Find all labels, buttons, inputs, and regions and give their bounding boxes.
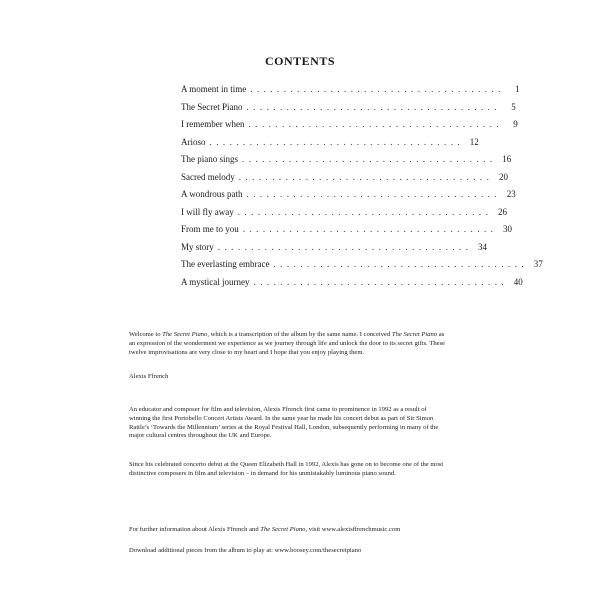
intro-text: , which is a transcription of the album by the same name. I conceived [207, 331, 392, 338]
album-title: The Secret Piano [260, 526, 306, 533]
toc-entry-page: 9 [513, 119, 518, 129]
signature: Alexis Ffrench [129, 373, 169, 380]
toc-entry [181, 136, 479, 155]
toc-leader-dots: . . . . . . . . . . . . . . . . . . . . . . . . . . . . . . . . . . . . . . [242, 224, 494, 234]
toc-entry [181, 189, 516, 207]
info-text: , visit www.alexisffrenchmusic.com [305, 526, 401, 533]
toc-entry-title: The everlasting embrace [181, 259, 270, 269]
download-info-line: Download additional pieces from the album to play at: www.boosey.com/thesecretpiano [129, 547, 362, 554]
toc-entry-title: The Secret Piano [181, 101, 243, 112]
info-text: For further information about Alexis Ffrench and [129, 526, 261, 533]
toc-entry-title: A wondrous path [181, 189, 243, 199]
intro-paragraph [129, 331, 449, 357]
toc-leader-dots: . . . . . . . . . . . . . . . . . . . . . . . . . . . . . . . . . . . . . . [273, 259, 525, 269]
toc-entry-page: 30 [503, 224, 512, 234]
toc-entry [181, 84, 520, 102]
album-title: The Secret Piano [162, 331, 208, 338]
toc-leader-dots: . . . . . . . . . . . . . . . . . . . . . . . . . . . . . . . . . . . . . . [248, 119, 500, 129]
toc-leader-dots: . . . . . . . . . . . . . . . . . . . . . . . . . . . . . . . . . . . . . . [238, 171, 490, 182]
toc-entry-title: A moment in time [181, 84, 247, 94]
toc-entry-title: I remember when [181, 119, 245, 129]
toc-entry-title: From me to you [181, 224, 239, 234]
bio-paragraph: Since his celebrated concerto debut at the Queen Elizabeth Hall in 1992, Alexis has gone on to become one of the most distinctive composers in film and television – in demand for his unmistakably luminous piano sound. [129, 461, 444, 477]
album-title: The Secret Piano [391, 331, 438, 338]
toc-leader-dots: . . . . . . . . . . . . . . . . . . . . . . . . . . . . . . . . . . . . . . [209, 136, 461, 147]
bio-paragraph: An educator and composer for film and television, Alexis Ffrench first came to prominence in 1992 as a result of winning the first Portobello Concert Artists Award. In the same year he made his concert debut as part of Sir Simon Rattle’s ‘Towards the Millennium’ series at the Royal Festival Hall, London, subsequently performing in many of the major cultural centres throughout the UK and Europe. [129, 406, 439, 440]
toc-entry [181, 206, 507, 225]
toc-entry-page: 12 [469, 136, 479, 147]
toc-entry-page: 26 [497, 206, 507, 217]
further-info-line [129, 526, 449, 535]
toc-entry [181, 276, 523, 295]
toc-entry-page: 1 [515, 84, 520, 94]
toc-entry [181, 101, 516, 120]
toc-entry-page: 34 [478, 241, 488, 252]
toc-entry-title: Arioso [181, 136, 206, 147]
toc-entry [181, 119, 518, 137]
toc-entry-title: A mystical journey [181, 276, 250, 287]
toc-entry [181, 259, 543, 277]
toc-entry [181, 154, 512, 172]
toc-leader-dots: . . . . . . . . . . . . . . . . . . . . . . . . . . . . . . . . . . . . . . [237, 206, 489, 217]
toc-entry-page: 16 [502, 154, 512, 164]
toc-leader-dots: . . . . . . . . . . . . . . . . . . . . . . . . . . . . . . . . . . . . . . [242, 154, 494, 164]
toc-leader-dots: . . . . . . . . . . . . . . . . . . . . . . . . . . . . . . . . . . . . . . [217, 241, 470, 252]
table-of-contents [181, 84, 543, 294]
toc-entry [181, 171, 508, 190]
contents-heading: CONTENTS [264, 54, 336, 68]
toc-entry-page: 20 [498, 171, 508, 182]
toc-leader-dots: . . . . . . . . . . . . . . . . . . . . . . . . . . . . . . . . . . . . . . [253, 276, 505, 287]
toc-entry-page: 5 [511, 101, 516, 112]
toc-entry-title: I will fly away [181, 206, 234, 217]
toc-entry-page: 40 [513, 276, 523, 287]
toc-entry [181, 224, 512, 242]
toc-leader-dots: . . . . . . . . . . . . . . . . . . . . . . . . . . . . . . . . . . . . . . [246, 189, 498, 199]
toc-leader-dots: . . . . . . . . . . . . . . . . . . . . . . . . . . . . . . . . . . . . . . [250, 84, 502, 94]
toc-entry-title: Sacred melody [181, 171, 235, 182]
intro-text: as an expression of the wonderment we experience as we journey through life and unlock the door to its secret gifts. These twelve improvisations are very close to my heart and I hope that you enjoy playing them. [129, 331, 446, 356]
intro-text: Welcome to [129, 331, 163, 338]
toc-entry-page: 37 [533, 259, 543, 269]
toc-entry-page: 23 [506, 189, 516, 199]
toc-entry-title: The piano sings [181, 154, 238, 164]
toc-leader-dots: . . . . . . . . . . . . . . . . . . . . . . . . . . . . . . . . . . . . . . [246, 101, 498, 112]
toc-entry-title: My story [181, 241, 214, 252]
toc-entry [181, 241, 488, 260]
